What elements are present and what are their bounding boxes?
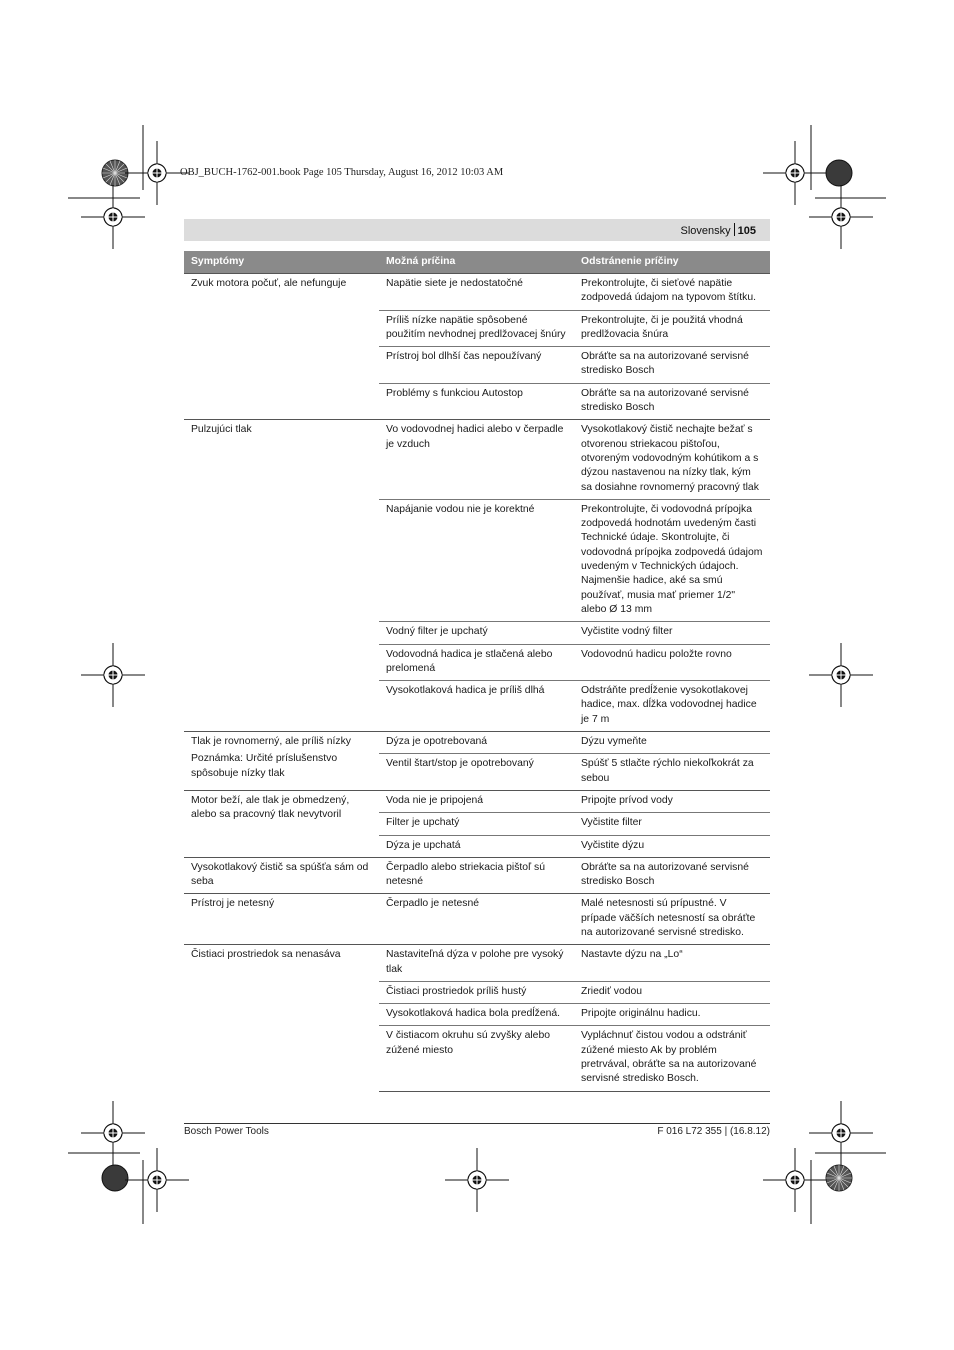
header-separator [734,223,735,236]
cause-cell: Vodovodná hadica je stlačená alebo prelomená [379,644,574,681]
cause-cell: Dýza je upchatá [379,835,574,857]
column-header-remedy: Odstránenie príčiny [574,251,770,274]
symptom-text: Zvuk motora počuť, ale nefunguje [191,278,347,289]
cause-cell: Vysokotlaková hadica bola predĺžená. [379,1004,574,1026]
cause-cell: Príliš nízke napätie spôsobené použitím nevhodnej predlžovacej šnúry [379,310,574,347]
cause-cell: Napätie siete je nedostatočné [379,274,574,311]
remedy-cell: Vyčistite dýzu [574,835,770,857]
table-header-row [184,251,770,274]
footer-rule [184,1123,770,1124]
troubleshooting-table [184,251,770,1092]
symptom-text: Vysokotlakový čistič sa spúšťa sám od seba [191,861,369,888]
remedy-cell: Obráťte sa na autorizované servisné stredisko Bosch [574,857,770,894]
cause-cell: Vysokotlaková hadica je príliš dlhá [379,681,574,732]
table-row [184,790,770,812]
cause-cell: Čerpadlo alebo striekacia pištoľ sú netesné [379,857,574,894]
remedy-cell: Pripojte prívod vody [574,790,770,812]
remedy-cell: Vypláchnuť čistou vodou a odstrániť zúžené miesto Ak by problém pretrvával, obráťte sa na autorizované servisné stredisko Bosch. [574,1026,770,1091]
cause-cell: Prístroj bol dlhší čas nepoužívaný [379,347,574,384]
section-label: Slovensky [680,225,731,237]
table-row [184,945,770,982]
symptom-text: Čistiaci prostriedok sa nenasáva [191,949,341,961]
cause-cell: Čerpadlo je netesné [379,894,574,945]
remedy-cell: Dýzu vymeňte [574,732,770,754]
remedy-cell: Odstráňte predĺženie vysokotlakovej hadice, max. dĺžka vodovodnej hadice je 7 m [574,681,770,732]
symptom-cell [184,420,379,732]
symptom-text: Prístroj je netesný [191,898,275,910]
column-header-cause: Možná príčina [379,251,574,274]
cause-cell: Voda nie je pripojená [379,790,574,812]
remedy-cell: Obráťte sa na autorizované servisné stredisko Bosch [574,383,770,420]
remedy-cell: Prekontrolujte, či je použitá vhodná predlžovacia šnúra [574,310,770,347]
cause-cell: V čistiacom okruhu sú zvyšky alebo zúžené miesto [379,1026,574,1091]
cause-cell: Nastaviteľná dýza v polohe pre vysoký tlak [379,945,574,982]
cause-cell: Dýza je opotrebovaná [379,732,574,754]
table-body [184,274,770,1092]
cause-cell: Ventil štart/stop je opotrebovaný [379,754,574,791]
cause-cell: Čistiaci prostriedok príliš hustý [379,981,574,1003]
symptom-cell [184,945,379,1091]
table-row [184,420,770,499]
remedy-cell: Malé netesnosti sú prípustné. V prípade väčších netesností sa obráťte na autorizované servisné stredisko. [574,894,770,945]
symptom-text: Pulzujúci tlak [191,424,252,436]
footer-brand: Bosch Power Tools [184,1126,269,1137]
page-number: 105 [737,225,756,237]
cause-cell: Problémy s funkciou Autostop [379,383,574,420]
remedy-cell: Vyčistite vodný filter [574,622,770,644]
column-header-symptoms: Symptómy [184,251,379,274]
cause-cell: Vodný filter je upchatý [379,622,574,644]
symptom-cell [184,894,379,945]
symptom-note: Poznámka: Určité príslušenstvo spôsobuje nízky tlak [191,753,338,779]
symptom-cell [184,274,379,420]
remedy-cell: Vyčistite filter [574,813,770,835]
remedy-cell: Vodovodnú hadicu položte rovno [574,644,770,681]
table-row [184,857,770,894]
symptom-text: Tlak je rovnomerný, ale príliš nízky [191,736,351,748]
remedy-cell: Spúšť 5 stlačte rýchlo niekoľkokrát za sebou [574,754,770,791]
symptom-cell [184,790,379,857]
remedy-cell: Pripojte originálnu hadicu. [574,1004,770,1026]
remedy-cell: Prekontrolujte, či sieťové napätie zodpovedá údajom na typovom štítku. [574,274,770,311]
remedy-cell: Nastavte dýzu na „Lo“ [574,945,770,982]
cause-cell: Napájanie vodou nie je korektné [379,499,574,621]
cause-cell: Filter je upchatý [379,813,574,835]
remedy-cell: Zriediť vodou [574,981,770,1003]
remedy-cell: Vysokotlakový čistič nechajte bežať s otvorenou striekacou pištoľou, otvoreným vodovodným kohútikom a s dýzou nastavenou na nízky tlak, kým sa dosiahne rovnomerný pracovný tlak [574,420,770,499]
remedy-cell: Obráťte sa na autorizované servisné stredisko Bosch [574,347,770,384]
table-row [184,894,770,945]
symptom-cell [184,857,379,894]
symptom-cell [184,732,379,791]
cause-cell: Vo vodovodnej hadici alebo v čerpadle je vzduch [379,420,574,499]
table-row [184,732,770,754]
page-header [184,219,770,241]
remedy-cell: Prekontrolujte, či vodovodná prípojka zodpovedá hodnotám uvedeným časti Technické údaje. Skontrolujte, či vodovodná prípojka zodpovedá údajom uvedeným v Technických údajoch. Najmenšie hadice, aké sa smú používať, musia mať priemer 1/2" alebo Ø 13 mm [574,499,770,621]
table-row [184,274,770,311]
footer-doc-id: F 016 L72 355 | (16.8.12) [657,1126,770,1137]
symptom-text: Motor beží, ale tlak je obmedzený, alebo sa pracovný tlak nevytvoril [191,794,350,821]
print-info: OBJ_BUCH-1762-001.book Page 105 Thursday, August 16, 2012 10:03 AM [180,167,504,178]
